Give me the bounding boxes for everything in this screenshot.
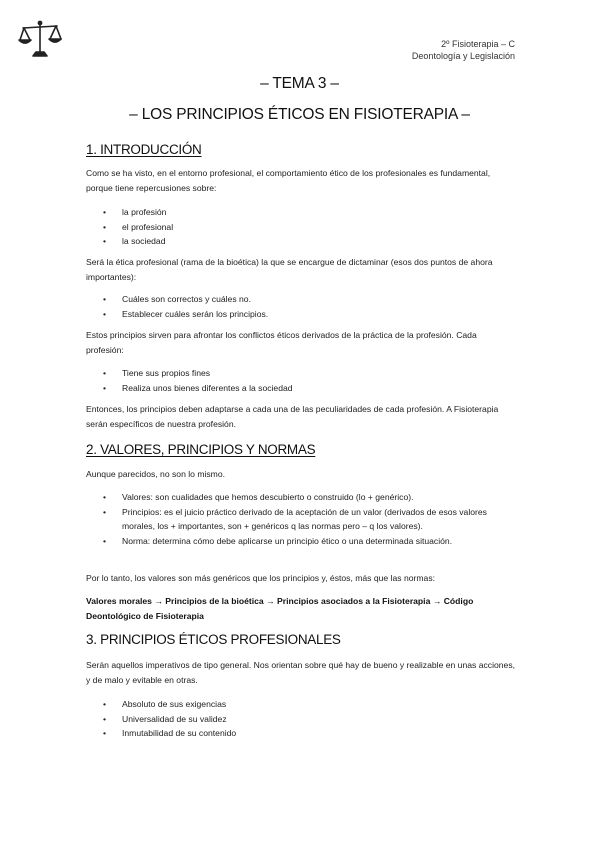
scales-of-justice-icon (18, 18, 62, 60)
list-item: • Norma: determina cómo debe aplicarse un principio ético o una determinada situación. (86, 534, 516, 549)
list-item: • Principios: es el juicio práctico derivado de la aceptación de un valor (derivados de esos valores morales, los + importantes, son + genéricos q las normas pero – q los valores). (86, 505, 516, 534)
bullet-list (86, 366, 516, 395)
paragraph: Entonces, los principios deben adaptarse a cada una de las peculiaridades de cada profesión. A Fisioterapia serán específicos de nuestra profesión. (86, 404, 499, 429)
bullet-list (86, 490, 516, 548)
paragraph: Estos principios sirven para afrontar los conflictos éticos derivados de la práctica de la profesión. Cada profesión: (86, 330, 477, 355)
course-label: 2º Fisioterapia – C (441, 39, 515, 49)
paragraph: Aunque parecidos, no son lo mismo. (86, 469, 226, 479)
list-item: • Establecer cuáles serán los principios. (86, 307, 516, 322)
list-item: • Absoluto de sus exigencias (86, 697, 516, 712)
document-title-line1: – TEMA 3 – (260, 75, 339, 92)
paragraph: Como se ha visto, en el entorno profesional, el comportamiento ético de los profesionales es fundamental, porque tiene repercusiones sobre: (86, 168, 491, 193)
paragraph-hierarchy: Valores morales → Principios de la bioética → Principios asociados a la Fisioterapia → Código Deontológico de Fisioterapia (86, 596, 474, 621)
bullet-list (86, 205, 516, 249)
list-item: • Cuáles son correctos y cuáles no. (86, 292, 516, 307)
list-item: • Universalidad de su validez (86, 712, 516, 727)
list-item: • Realiza unos bienes diferentes a la sociedad (86, 381, 516, 396)
document-title-line2: – LOS PRINCIPIOS ÉTICOS EN FISIOTERAPIA – (129, 106, 470, 123)
bullet-list (86, 697, 516, 741)
bullet-list (86, 292, 516, 321)
paragraph: Serán aquellos imperativos de tipo general. Nos orientan sobre qué hay de bueno y realizable en unas acciones, y de malo y evitable en otras. (86, 660, 516, 685)
list-item: • el profesional (86, 220, 516, 235)
list-item: • Inmutabilidad de su contenido (86, 726, 516, 741)
list-item: • la profesión (86, 205, 516, 220)
list-item: • Valores: son cualidades que hemos descubierto o construido (lo + genérico). (86, 490, 516, 505)
subject-label: Deontología y Legislación (411, 51, 515, 61)
document-header (412, 38, 515, 62)
paragraph: Por lo tanto, los valores son más genéricos que los principios y, éstos, más que las normas: (86, 573, 436, 583)
section-heading-valores: 2. VALORES, PRINCIPIOS Y NORMAS (86, 442, 316, 457)
section-heading-principios: 3. PRINCIPIOS ÉTICOS PROFESIONALES (86, 632, 341, 647)
paragraph: Será la ética profesional (rama de la bioética) la que se encargue de dictaminar (esos dos puntos de ahora importantes): (86, 257, 493, 282)
list-item: • Tiene sus propios fines (86, 366, 516, 381)
section-heading-introduccion: 1. INTRODUCCIÓN (86, 142, 202, 157)
list-item: • la sociedad (86, 234, 516, 249)
